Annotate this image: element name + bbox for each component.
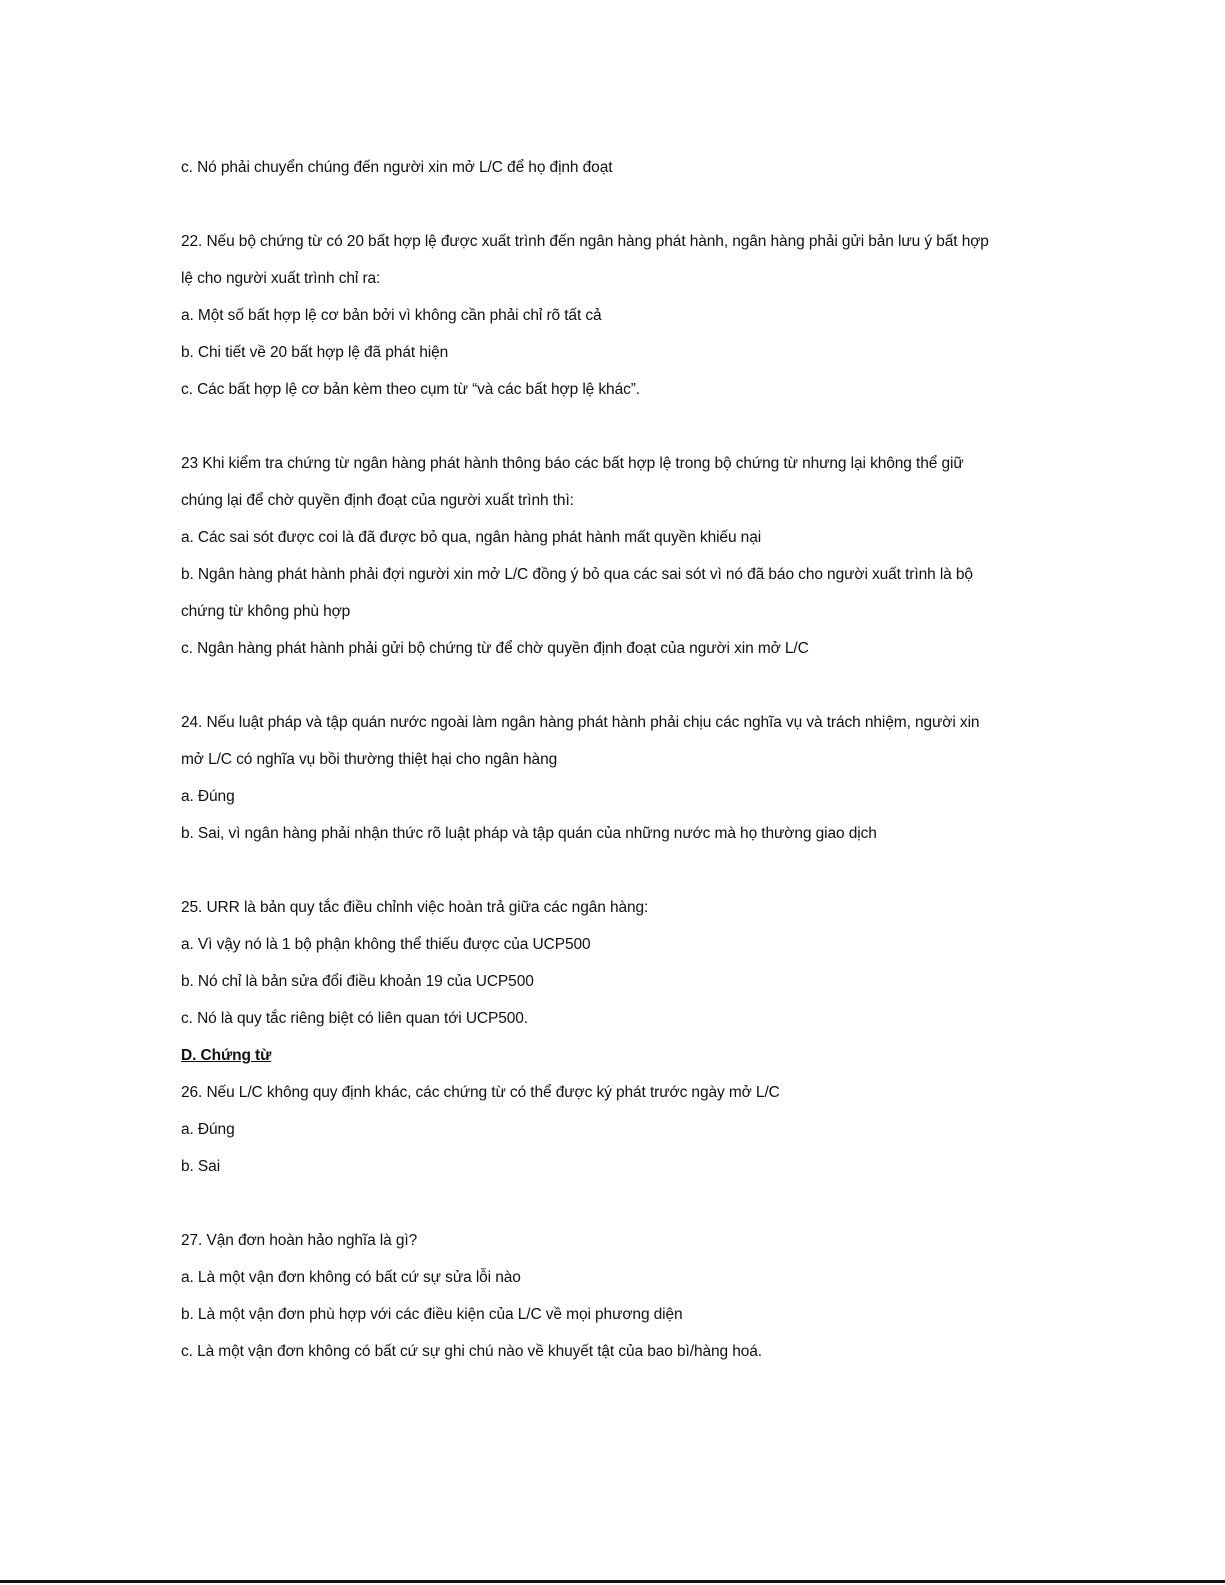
question-26-text: 26. Nếu L/C không quy định khác, các chứng từ có thể được ký phát trước ngày mở L/C xyxy=(181,1084,780,1101)
question-27-text: 27. Vận đơn hoàn hảo nghĩa là gì? xyxy=(181,1232,418,1249)
option-text: a. Đúng xyxy=(181,788,235,805)
question-24-text: 24. Nếu luật pháp và tập quán nước ngoài làm ngân hàng phát hành phải chịu các nghĩa vụ và trách nhiệm, người xin xyxy=(181,714,980,731)
option-text: a. Các sai sót được coi là đã được bỏ qua, ngân hàng phát hành mất quyền khiếu nại xyxy=(181,529,762,546)
option-text: c. Là một vận đơn không có bất cứ sự ghi chú nào về khuyết tật của bao bì/hàng hoá. xyxy=(181,1343,762,1360)
option-text: a. Là một vận đơn không có bất cứ sự sửa lỗi nào xyxy=(181,1269,521,1286)
option-text: c. Nó là quy tắc riêng biệt có liên quan tới UCP500. xyxy=(181,1010,529,1027)
option-text: a. Vì vậy nó là 1 bộ phận không thể thiếu được của UCP500 xyxy=(181,936,591,953)
page-bottom-border xyxy=(0,1580,1225,1583)
question-22-text-cont: lệ cho người xuất trình chỉ ra: xyxy=(181,270,381,287)
question-22-text: 22. Nếu bộ chứng từ có 20 bất hợp lệ được xuất trình đến ngân hàng phát hành, ngân hàng phải gửi bản lưu ý bất hợp xyxy=(181,233,989,250)
option-text: c. Ngân hàng phát hành phải gửi bộ chứng từ để chờ quyền định đoạt của người xin mở L/C xyxy=(181,640,809,657)
option-text: c. Nó phải chuyển chúng đến người xin mở L/C để họ định đoạt xyxy=(181,159,613,176)
option-text-cont: chứng từ không phù hợp xyxy=(181,603,351,620)
option-text: a. Một số bất hợp lệ cơ bản bởi vì không cần phải chỉ rõ tất cả xyxy=(181,307,602,324)
question-25-text: 25. URR là bản quy tắc điều chỉnh việc hoàn trả giữa các ngân hàng: xyxy=(181,899,649,916)
section-heading: D. Chứng từ xyxy=(181,1047,272,1064)
question-23-text-cont: chúng lại để chờ quyền định đoạt của người xuất trình thì: xyxy=(181,492,574,509)
option-text: c. Các bất hợp lệ cơ bản kèm theo cụm từ “và các bất hợp lệ khác”. xyxy=(181,381,641,398)
option-text: b. Nó chỉ là bản sửa đổi điều khoản 19 của UCP500 xyxy=(181,973,534,990)
option-text: b. Sai, vì ngân hàng phải nhận thức rõ luật pháp và tập quán của những nước mà họ thường giao dịch xyxy=(181,825,877,842)
option-text: b. Sai xyxy=(181,1158,221,1175)
option-text: b. Ngân hàng phát hành phải đợi người xin mở L/C đồng ý bỏ qua các sai sót vì nó đã báo cho người xuất trình là bộ xyxy=(181,566,973,583)
question-24-text-cont: mở L/C có nghĩa vụ bồi thường thiệt hại cho ngân hàng xyxy=(181,751,558,768)
question-23-text: 23 Khi kiểm tra chứng từ ngân hàng phát hành thông báo các bất hợp lệ trong bộ chứng từ nhưng lại không thể giữ xyxy=(181,455,964,472)
option-text: b. Chi tiết về 20 bất hợp lệ đã phát hiện xyxy=(181,344,449,361)
option-text: a. Đúng xyxy=(181,1121,235,1138)
option-text: b. Là một vận đơn phù hợp với các điều kiện của L/C về mọi phương diện xyxy=(181,1306,683,1323)
